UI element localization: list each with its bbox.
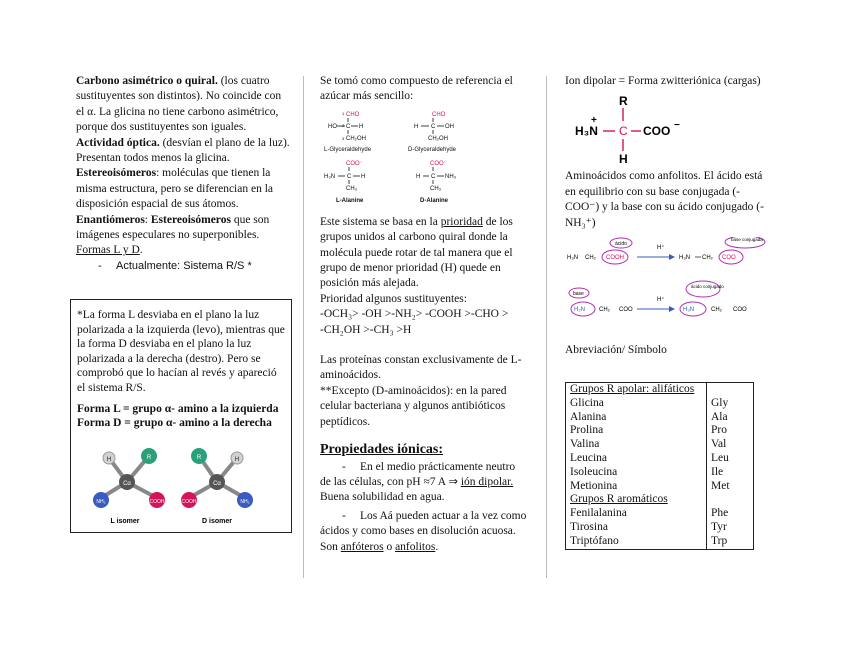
svg-text:L-Alanine: L-Alanine <box>336 197 364 204</box>
d-alanine-structure <box>416 161 457 204</box>
dipolar-ion-term: ión dipolar. <box>460 475 514 488</box>
chiral-carbon-text: (los cuatro sustituyentes son distintos). No coincide con el α. La glicina no tiene carbono asimétrico, porque dos sustituyentes son iguales. <box>76 75 282 134</box>
ionic-bullet-1 <box>320 460 528 506</box>
ionic-bullet-2-or: o <box>383 540 396 553</box>
amino-acid-name: Metionina <box>570 479 618 492</box>
chiral-carbon-term: Carbono asimétrico o quiral. <box>76 75 218 87</box>
svg-text:H: H <box>619 152 628 166</box>
priority-list-title: Prioridad algunos sustituyentes: <box>320 292 467 305</box>
ionic-properties-heading: Propiedades iónicas: <box>320 442 444 458</box>
svg-text:C: C <box>347 173 352 180</box>
l-glyceraldehyde-structure <box>324 111 372 153</box>
lr-note-text: *La forma L desviaba en el plano la luz polarizada a la izquierda (levo), mientras que la forma D desviaba en el plano la luz polarizada a la derecha (destro). Pero se comprobó que lo hacían al revés y apareció el sistema R/S. <box>77 309 285 394</box>
abbreviation-title: Abreviación/ Símbolo <box>565 344 667 357</box>
reference-compound-text: Se tomó como compuesto de referencia el azúcar más sencillo: <box>320 75 513 103</box>
svg-text:CH₂: CH₂ <box>599 307 610 314</box>
lr-note-box <box>70 299 292 533</box>
stereoisomers-term: Estereoisómeros <box>76 167 157 180</box>
svg-text:H₃N: H₃N <box>679 255 691 262</box>
group-label: Grupos R apolar: alifáticos <box>570 383 695 395</box>
svg-text:CHO: CHO <box>432 111 446 118</box>
svg-text:COO⁻: COO⁻ <box>430 160 447 167</box>
table-row <box>566 521 754 535</box>
svg-text:H: H <box>359 123 364 130</box>
acid-base-reactions-figure <box>565 237 770 329</box>
amino-acid-symbol: Phe <box>707 507 754 521</box>
amphoteric-term: anfóteros <box>340 540 384 553</box>
forma-l-line: Forma L = grupo α- amino a la izquierda <box>77 402 279 415</box>
rs-system-bullet <box>76 259 290 274</box>
d-glyceraldehyde-structure <box>408 112 457 153</box>
svg-text:COOH: COOH <box>149 499 165 505</box>
amino-acid-symbol: Met <box>707 480 754 494</box>
bullet-dash: - <box>98 259 102 272</box>
l-amino-acids-text: Las proteínas constan exclusivamente de L-aminoácidos. <box>320 354 522 382</box>
ionic-bullet-2-text: Los Aá pueden actuar a la vez como ácidos y como bases en disolución acuosa. Son <box>320 509 527 553</box>
column-divider-2 <box>546 76 547 578</box>
svg-text:R: R <box>619 94 628 109</box>
glyceraldehyde-alanine-figure <box>320 107 528 207</box>
priority-text-b: de los grupos unidos al carbono quiral donde la molécula puede rotar de tal manera que el grupo de menor prioridad (H) quede en posición más alejada. <box>320 215 513 290</box>
svg-text:NH₂: NH₂ <box>96 499 106 505</box>
table-row <box>566 424 754 438</box>
amino-acid-name: Valina <box>570 438 600 451</box>
svg-text:COO: COO <box>733 307 747 314</box>
amino-acid-name: Fenilalanina <box>570 507 627 520</box>
d-isomer-label: D isomer <box>202 518 232 525</box>
zwitterion-structure <box>565 91 770 165</box>
table-row <box>566 507 754 521</box>
l-isomer-model <box>93 448 165 525</box>
table-row <box>566 397 754 411</box>
amino-acid-symbol: Val <box>707 438 754 452</box>
svg-text:−: − <box>674 120 680 132</box>
svg-text:Cα: Cα <box>213 481 221 487</box>
amino-acid-symbol: Tyr <box>707 521 754 535</box>
svg-text:CH₂OH: CH₂OH <box>428 135 448 142</box>
chiral-carbon-paragraph <box>76 74 290 166</box>
svg-text:C: C <box>619 124 628 139</box>
optical-activity-term: Actividad óptica. <box>76 136 160 149</box>
svg-text:R: R <box>146 455 152 461</box>
group-label: Grupos R aromáticos <box>570 493 668 506</box>
priority-paragraph <box>320 215 528 292</box>
forms-l-d-line <box>76 243 290 258</box>
svg-text:C: C <box>346 123 351 130</box>
svg-text:H₂N: H₂N <box>574 307 585 314</box>
svg-text:NH₂: NH₂ <box>240 499 250 505</box>
ampholyte-text: Aminoácidos como anfolitos. El ácido está en equilibrio con su base conjugada (-COO⁻) y la base con su ácido conjugado (-NH₃⁺) <box>565 170 764 229</box>
amino-acid-name: Leucina <box>570 451 608 464</box>
ampholyte-term: anfolitos <box>395 540 436 553</box>
svg-text:H: H <box>414 123 419 130</box>
svg-text:H₃N: H₃N <box>575 124 598 139</box>
stereoisomers-text: : moléculas que tienen la misma estructura, pero se diferencian en la disposición espacial de sus átomos. <box>76 167 274 211</box>
d-isomer-model <box>181 448 253 525</box>
ionic-bullet-1-text-a: En el medio prácticamente neutro de las células, con pH ≈7 A ⇒ <box>320 460 516 488</box>
group-symbol-cell <box>707 383 754 397</box>
svg-text:CH₃: CH₃ <box>430 185 442 192</box>
l-isomer-label: L isomer <box>110 518 140 525</box>
svg-text:HO: HO <box>328 123 337 130</box>
forms-l-d-link: Formas L y D <box>76 244 140 257</box>
group-symbol-cell <box>707 493 754 507</box>
d-amino-acids-exception: **Excepto (D-aminoácidos): en la pared celular bacteriana y algunos antibióticos peptídicos. <box>320 384 507 428</box>
svg-text:C: C <box>431 173 436 180</box>
svg-text:ácido conjugado: ácido conjugado <box>691 284 724 290</box>
enantiomers-separator: : <box>144 213 151 226</box>
forma-d-line: Forma D = grupo α- amino a la derecha <box>77 417 272 430</box>
svg-text:COO: COO <box>643 124 671 139</box>
table-row <box>566 452 754 466</box>
svg-text:CH₂: CH₂ <box>702 255 713 262</box>
svg-text:base conjugada: base conjugada <box>731 237 763 243</box>
amino-acid-symbol: Ala <box>707 411 754 425</box>
amino-acid-symbol: Ile <box>707 466 754 480</box>
svg-text:CH₂OH: CH₂OH <box>346 135 366 142</box>
svg-text:H₃N: H₃N <box>683 307 695 314</box>
table-row <box>566 466 754 480</box>
svg-text:ácido: ácido <box>615 241 627 248</box>
column-divider-1 <box>303 76 304 578</box>
svg-text:H₃N: H₃N <box>567 255 579 262</box>
isomer-models-figure <box>77 444 285 526</box>
svg-text:COO⁻: COO⁻ <box>346 160 363 167</box>
svg-text:D-Glyceraldehyde: D-Glyceraldehyde <box>408 146 457 153</box>
amino-acid-name: Alanina <box>570 410 607 423</box>
enantiomers-text: que son imágenes especulares no superponibles. <box>76 213 270 242</box>
amino-acid-name: Glicina <box>570 396 604 409</box>
optical-activity-text: (desvían el plano de la luz). Presentan todos menos la glicina. <box>76 136 290 165</box>
column-1 <box>76 74 290 274</box>
priority-text-a: Este sistema se basa en la <box>320 215 441 228</box>
table-row <box>566 411 754 425</box>
enantiomers-paragraph <box>76 213 290 244</box>
ionic-bullet-1-text-b: Buena solubilidad en agua. <box>320 491 445 504</box>
enantiomers-term: Enantiómeros <box>76 213 145 226</box>
svg-text:COO: COO <box>619 307 633 314</box>
rs-system-text: Actualmente: Sistema R/S * <box>116 259 252 272</box>
stereoisomers-paragraph <box>76 166 290 212</box>
table-row <box>566 438 754 452</box>
column-3 <box>565 74 770 358</box>
svg-text:3: 3 <box>342 135 345 141</box>
amino-acid-table <box>565 382 754 550</box>
svg-text:base: base <box>573 291 584 298</box>
l-alanine-structure <box>324 161 365 204</box>
table-row <box>566 535 754 549</box>
svg-text:L-Glyceraldehyde: L-Glyceraldehyde <box>324 146 372 153</box>
svg-text:H⁺: H⁺ <box>657 297 665 304</box>
svg-text:H₃N: H₃N <box>324 173 336 180</box>
svg-text:R: R <box>196 455 202 461</box>
svg-text:Cα: Cα <box>123 481 131 487</box>
svg-text:COOH: COOH <box>181 499 197 505</box>
bullet-dash: - <box>342 460 346 473</box>
svg-text:C: C <box>431 123 436 130</box>
ionic-bullet-2 <box>320 509 528 555</box>
amino-acid-name: Tirosina <box>570 520 608 533</box>
amino-acid-symbol: Gly <box>707 397 754 411</box>
svg-text:CH₂: CH₂ <box>711 307 722 314</box>
amino-acid-name: Triptófano <box>570 534 619 547</box>
svg-text:COO: COO <box>722 255 736 262</box>
svg-text:H: H <box>361 173 366 180</box>
svg-text:H: H <box>234 457 240 463</box>
svg-text:COOH: COOH <box>606 255 624 262</box>
svg-text:2: 2 <box>342 122 345 128</box>
column-2 <box>320 74 528 555</box>
amino-acid-name: Isoleucina <box>570 465 618 478</box>
acid-reaction <box>567 237 765 264</box>
svg-text:CHO: CHO <box>346 111 360 118</box>
svg-text:D-Alanine: D-Alanine <box>420 197 449 204</box>
svg-text:OH: OH <box>445 123 454 130</box>
enantiomers-term2: Estereoisómeros <box>150 213 231 226</box>
priority-list-line-1: -OCH₃> -OH >-NH₂> -COOH >-CHO > <box>320 308 509 321</box>
amino-acid-name: Prolina <box>570 424 604 437</box>
group-row-aliphatic <box>566 383 754 397</box>
svg-text:CH₂: CH₂ <box>585 255 596 262</box>
svg-text:1: 1 <box>342 110 345 116</box>
bullet-dash: - <box>342 509 346 522</box>
ionic-bullet-2-end: . <box>435 540 439 553</box>
group-row-aromatic <box>566 493 754 507</box>
svg-text:H: H <box>106 457 112 463</box>
base-reaction <box>569 281 747 316</box>
zwitterion-title: Ion dipolar = Forma zwitteriónica (cargas) <box>565 75 761 87</box>
svg-text:+: + <box>591 115 597 127</box>
priority-term: prioridad <box>440 215 483 228</box>
svg-text:H: H <box>416 173 421 180</box>
amino-acid-symbol: Pro <box>707 424 754 438</box>
table-row <box>566 480 754 494</box>
priority-list-line-2: -CH₂OH >-CH₃ >H <box>320 323 412 336</box>
amino-acid-symbol: Leu <box>707 452 754 466</box>
svg-text:CH₃: CH₃ <box>346 185 358 192</box>
forms-l-d-period: . <box>139 244 143 257</box>
svg-text:NH₃: NH₃ <box>445 173 457 180</box>
amino-acid-symbol: Trp <box>707 535 754 549</box>
svg-text:H⁺: H⁺ <box>657 245 665 252</box>
